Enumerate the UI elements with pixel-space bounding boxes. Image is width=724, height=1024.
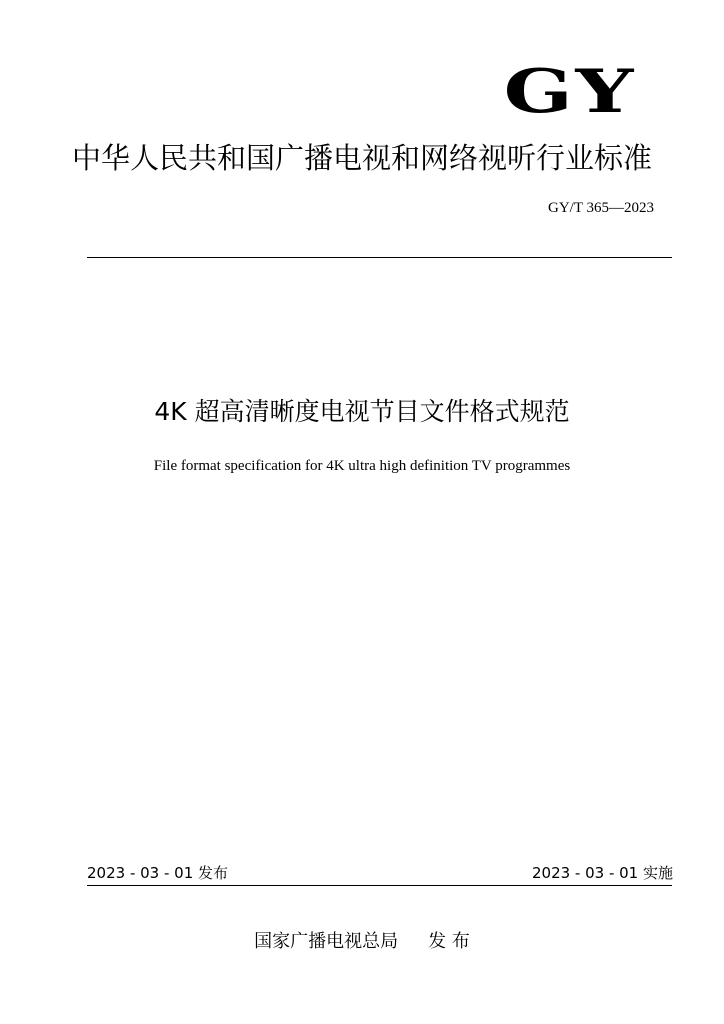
top-divider xyxy=(87,257,672,258)
implementation-date: 2023 - 03 - 01 实施 xyxy=(531,864,673,882)
standard-number: GY/T 365—2023 xyxy=(548,200,654,216)
gy-logo: GY xyxy=(503,57,636,127)
organization-title: 中华人民共和国广播电视和网络视听行业标准 xyxy=(71,141,652,175)
publisher-line xyxy=(0,930,724,954)
release-date: 2023 - 03 - 01 发布 xyxy=(87,864,229,882)
document-title-chinese: 4K 超高清晰度电视节目文件格式规范 xyxy=(154,397,570,426)
publisher-name: 国家广播电视总局 xyxy=(254,931,399,952)
publisher-action: 发 布 xyxy=(428,931,470,952)
document-title-english: File format specification for 4K ultra high definition TV programmes xyxy=(153,458,571,474)
bottom-divider xyxy=(87,885,672,886)
